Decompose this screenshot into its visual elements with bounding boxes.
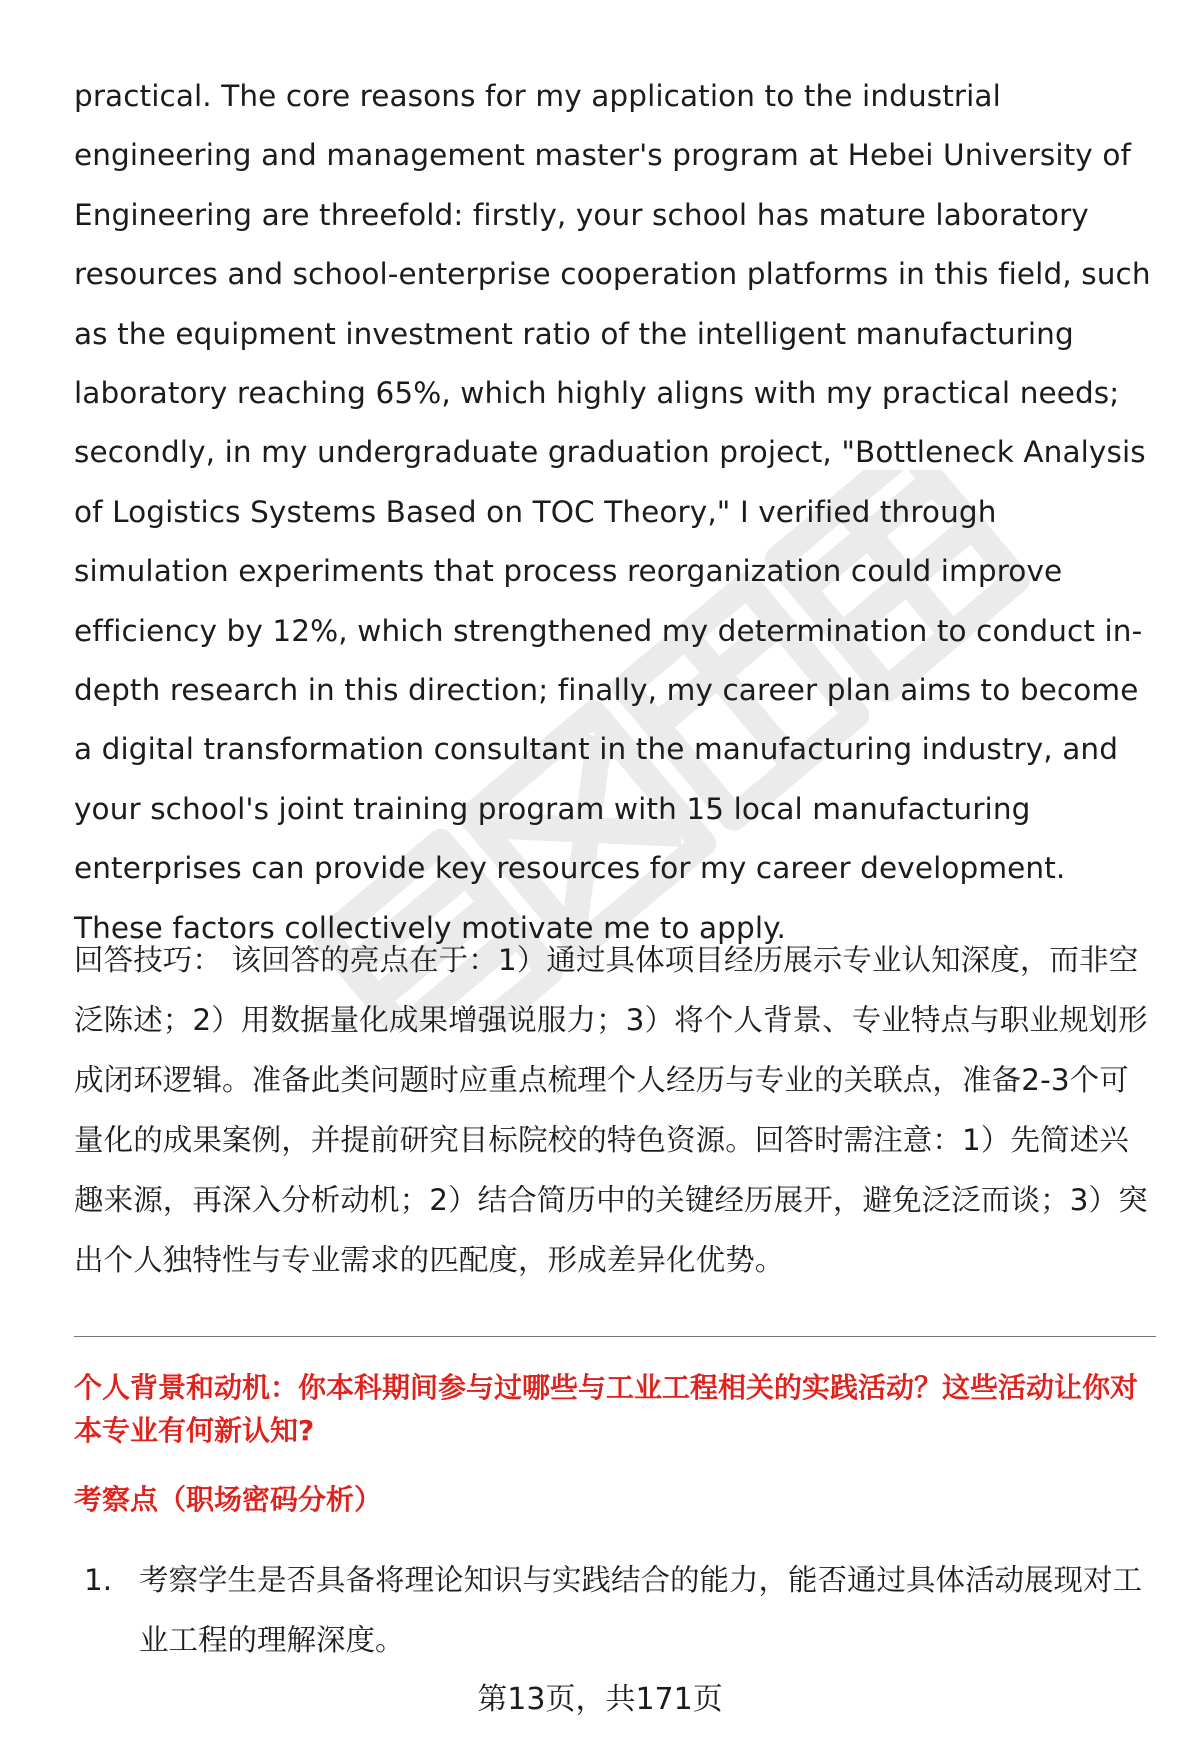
section-heading: 考察点（职场密码分析） [74,1483,383,1516]
answer-tips-paragraph: 回答技巧： 该回答的亮点在于：1）通过具体项目经历展示专业认知深度，而非空泛陈述；2）用数据量化成果增强说服力；3）将个人背景、专业特点与职业规划形成闭环逻辑。准备此类问题时应重点梳理个人经历与专业的关联点，准备2-3个可量化的成果案例，并提前研究目标院校的特色资源。回答时需注意：1）先简述兴趣来源，再深入分析动机；2）结合简历中的关键经历展开，避免泛泛而谈；3）突出个人独特性与专业需求的匹配度，形成差异化优势。 [74,943,1148,1277]
assessment-points-list [74,1550,1156,1670]
page-footer: 第13页，共171页 [477,1682,723,1717]
list-item-number: 1. [84,1563,113,1597]
answer-paragraph: practical. The core reasons for my application to the industrial engineering and management master's program at Hebei University of Engineering are threefold: firstly, your school has mature laboratory resources and school-enterprise cooperation platforms in this field, such as the equipment investment ratio of the intelligent manufacturing laboratory reaching 65%, which highly aligns with my practical needs; secondly, in my undergraduate graduation project, "Bottleneck Analysis of Logistics Systems Based on TOC Theory," I verified through simulation experiments that process reorganization could improve efficiency by 12%, which strengthened my determination to conduct in-depth research in this direction; finally, my career plan aims to become a digital transformation consultant in the manufacturing industry, and your school's joint training program with 15 local manufacturing enterprises can provide key resources for my career development. These factors collectively motivate me to apply. [74,79,1151,945]
interview-question: 个人背景和动机：你本科期间参与过哪些与工业工程相关的实践活动？这些活动让你对本专业有何新认知? [74,1371,1139,1447]
section-divider [74,1336,1156,1337]
list-item [74,1550,1156,1670]
list-item-text: 考察学生是否具备将理论知识与实践结合的能力，能否通过具体活动展现对工业工程的理解深度。 [139,1563,1143,1657]
